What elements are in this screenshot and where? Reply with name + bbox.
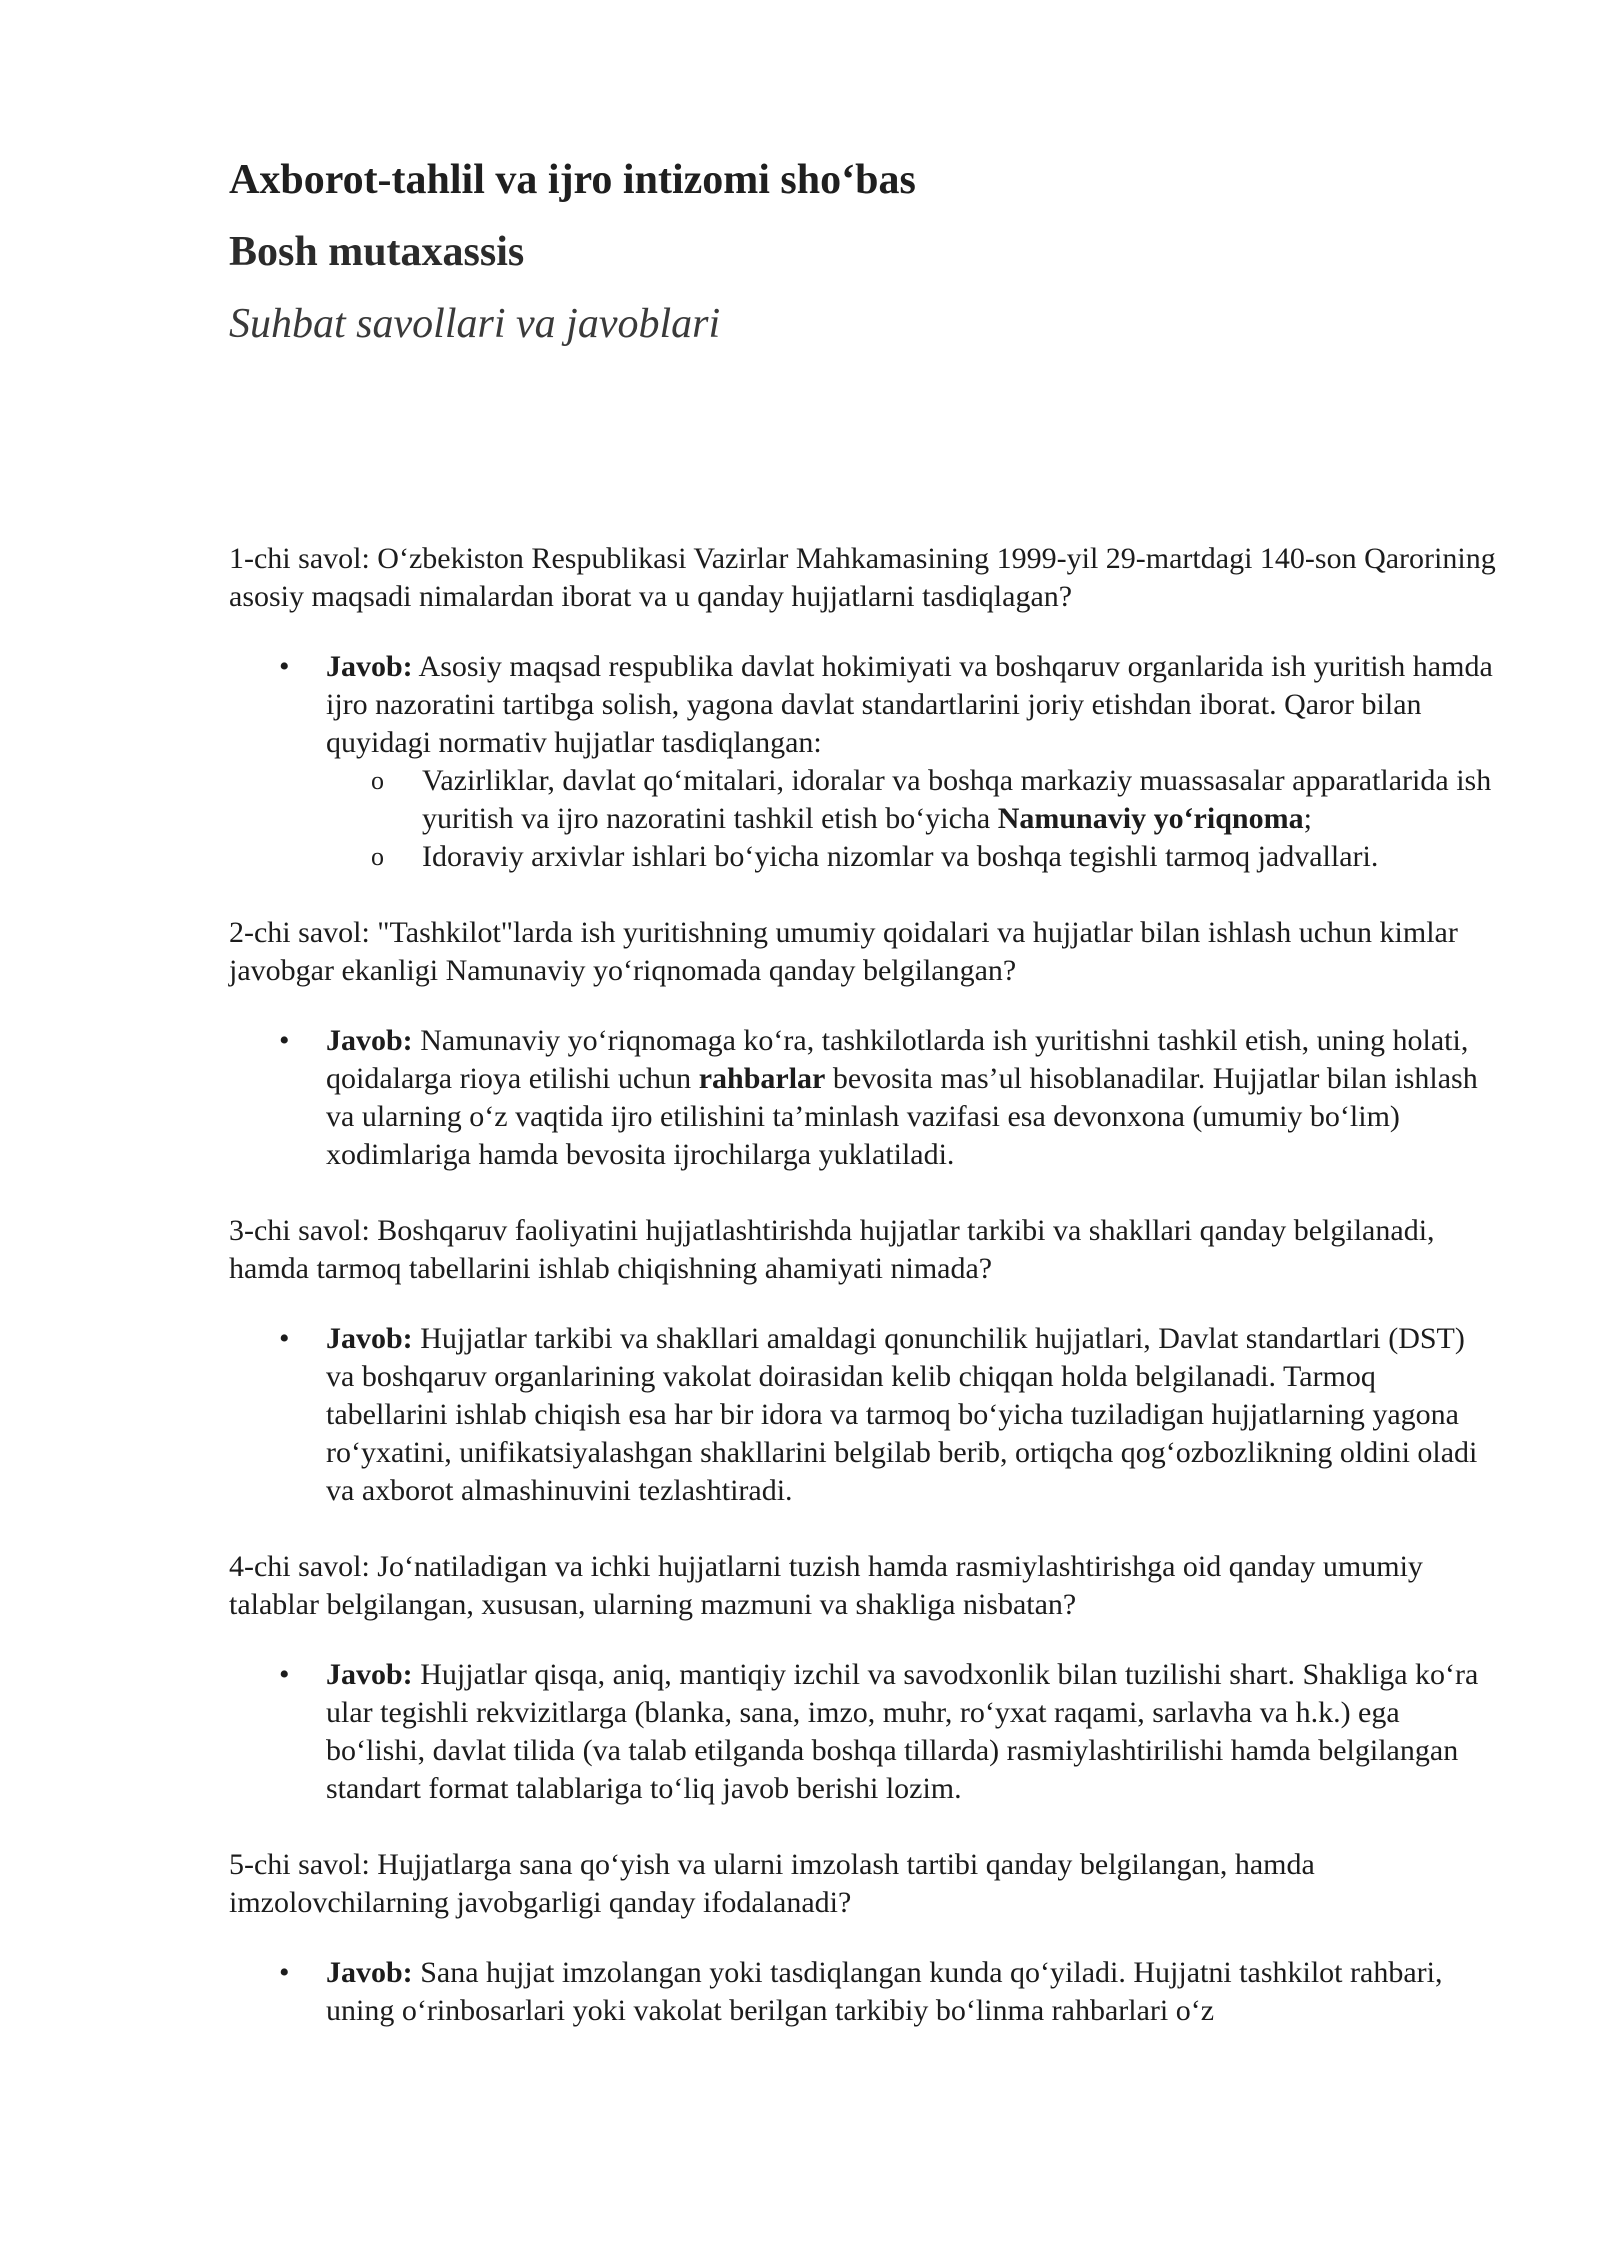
document-caption: Suhbat savollari va javoblari <box>229 301 721 347</box>
answer-text: Asosiy maqsad respublika davlat hokimiyati va boshqaruv organlarida ish yuritish hamda ijro nazoratini tartibga solish, yagona davlat standartlarini joriy etishdan iborat. Qaror bilan quyidagi normativ hujjatlar tasdiqlangan: <box>326 650 1493 759</box>
bullet-icon: • <box>279 1658 290 1691</box>
sub-item-1 <box>326 762 1499 838</box>
sub-list <box>326 762 1499 876</box>
answer-text: Namunaviy yo‘riqnomaga ko‘ra, tashkilotlarda ish yuritishni tashkil etish, uning holati, qoidalarga rioya etilishi uchun <box>326 1024 1469 1095</box>
answer-text-cont: bevosita mas’ul hisoblanadilar. Hujjatlar bilan ishlash va ularning o‘z vaqtida ijro etilishini ta’minlash vazifasi esa devonxona (umumiy bo‘lim) xodimlariga hamda bevosita ijrochilarga yuklatiladi. <box>326 1062 1478 1171</box>
answer-5 <box>229 1954 1499 2030</box>
answer-4 <box>229 1656 1499 1808</box>
question-3: 3-chi savol: Boshqaruv faoliyatini hujjatlashtirishda hujjatlar tarkibi va shakllari qanday belgilanadi, hamda tarmoq tabellarini ishlab chiqishning ahamiyati nimada? <box>229 1214 1435 1285</box>
answer-1 <box>229 648 1499 876</box>
question-5: 5-chi savol: Hujjatlarga sana qo‘yish va ularni imzolash tartibi qanday belgilangan, hamda imzolovchilarning javobgarligi qanday ifodalanadi? <box>229 1848 1315 1919</box>
answer-label: Javob: <box>326 1956 413 1989</box>
circle-bullet-icon: o <box>371 842 384 871</box>
question-1: 1-chi savol: O‘zbekiston Respublikasi Vazirlar Mahkamasining 1999-yil 29-martdagi 140-son Qarorining asosiy maqsadi nimalardan iborat va u qanday hujjatlarni tasdiqlagan? <box>229 542 1496 613</box>
document-page <box>229 150 1499 2068</box>
bullet-icon: • <box>279 650 290 683</box>
bullet-icon: • <box>279 1322 290 1355</box>
question-2: 2-chi savol: "Tashkilot"larda ish yuritishning umumiy qoidalari va hujjatlar bilan ishlash uchun kimlar javobgar ekanligi Namunaviy yo‘riqnomada qanday belgilangan? <box>229 916 1458 987</box>
answer-label: Javob: <box>326 1024 413 1057</box>
sub-item-suffix: ; <box>1303 802 1312 835</box>
answer-2 <box>229 1022 1499 1174</box>
document-subtitle: Bosh mutaxassis <box>229 229 525 275</box>
sub-item-text: Vazirliklar, davlat qo‘mitalari, idoralar va boshqa markaziy muassasalar apparatlarida ish yuritish va ijro nazoratini tashkil etish bo‘yicha <box>422 764 1492 835</box>
document-title: Axborot-tahlil va ijro intizomi sho‘bas <box>229 157 916 203</box>
sub-item-bold: Namunaviy yo‘riqnoma <box>997 802 1304 835</box>
bullet-icon: • <box>279 1024 290 1057</box>
bullet-icon: • <box>279 1956 290 1989</box>
circle-bullet-icon: o <box>371 766 384 795</box>
answer-text: Sana hujjat imzolangan yoki tasdiqlangan kunda qo‘yiladi. Hujjatni tashkilot rahbari, uning o‘rinbosarlari yoki vakolat berilgan tarkibiy bo‘linma rahbarlari o‘z <box>326 1956 1443 2027</box>
sub-item-text: Idoraviy arxivlar ishlari bo‘yicha nizomlar va boshqa tegishli tarmoq jadvallari. <box>422 840 1379 873</box>
qa-list <box>229 540 1499 2030</box>
answer-label: Javob: <box>326 1322 413 1355</box>
answer-3 <box>229 1320 1499 1510</box>
sub-item-2 <box>326 838 1499 876</box>
answer-label: Javob: <box>326 1658 413 1691</box>
answer-label: Javob: <box>326 650 413 683</box>
answer-bold: rahbarlar <box>698 1062 826 1095</box>
answer-text: Hujjatlar qisqa, aniq, mantiqiy izchil va savodxonlik bilan tuzilishi shart. Shakliga ko‘ra ular tegishli rekvizitlarga (blanka, sana, imzo, muhr, ro‘yxat raqami, sarlavha va h.k.) ega bo‘lishi, davlat tilida (va talab etilganda boshqa tillarda) rasmiylashtirilishi hamda belgilangan standart format talablariga to‘liq javob berishi lozim. <box>326 1658 1479 1805</box>
answer-text: Hujjatlar tarkibi va shakllari amaldagi qonunchilik hujjatlari, Davlat standartlari (DST) va boshqaruv organlarining vakolat doirasidan kelib chiqqan holda belgilanadi. Tarmoq tabellarini ishlab chiqish esa har bir idora va tarmoq bo‘yicha tuziladigan hujjatlarning yagona ro‘yxatini, unifikatsiyalashgan shakllarini belgilab berib, ortiqcha qog‘ozbozlikning oldini oladi va axborot almashinuvini tezlashtiradi. <box>326 1322 1478 1507</box>
question-4: 4-chi savol: Jo‘natiladigan va ichki hujjatlarni tuzish hamda rasmiylashtirishga oid qanday umumiy talablar belgilangan, xususan, ularning mazmuni va shakliga nisbatan? <box>229 1550 1423 1621</box>
